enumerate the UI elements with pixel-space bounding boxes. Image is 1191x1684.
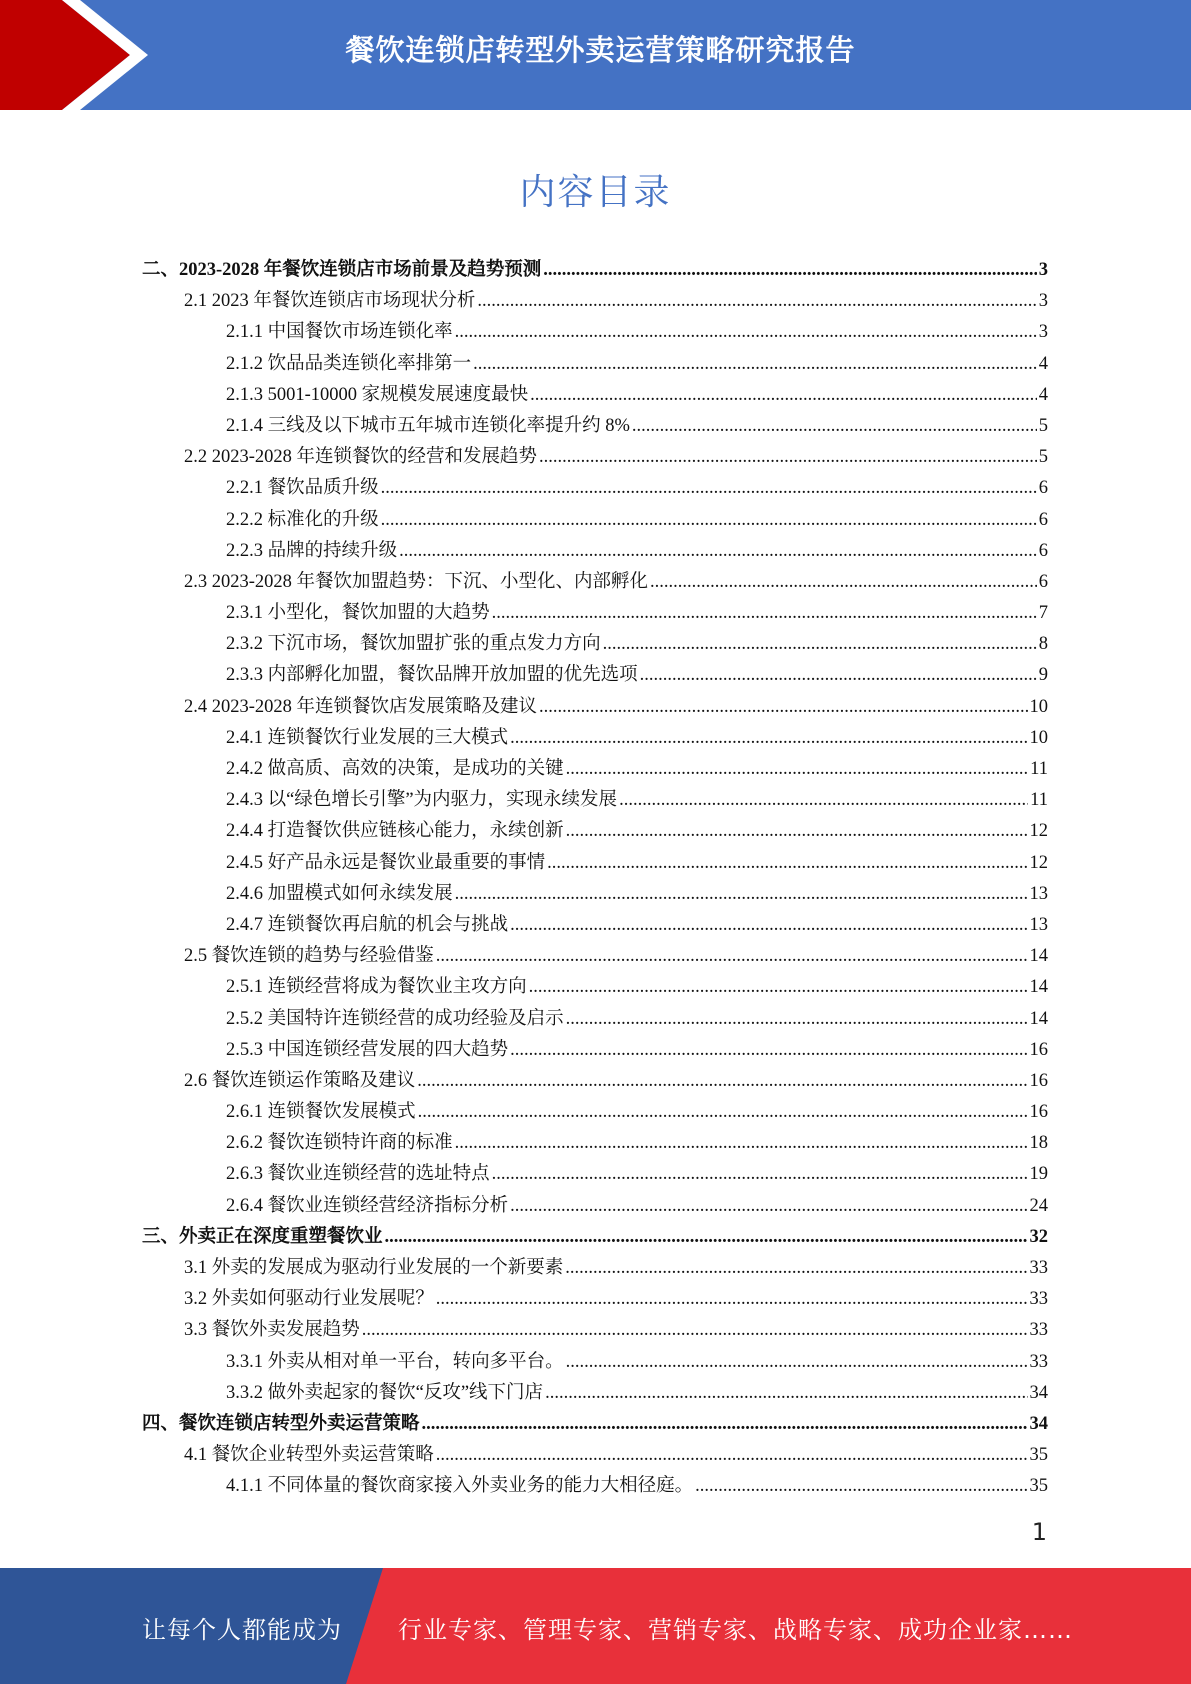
toc-entry-page: 16 [1029, 1102, 1048, 1123]
toc-entry[interactable] [142, 536, 1048, 567]
toc-entry[interactable] [142, 380, 1048, 411]
toc-entry-title: 2.2.2 标准化的升级 [226, 509, 379, 530]
toc-entry[interactable] [142, 1066, 1048, 1097]
toc-dot-leader [695, 1476, 1027, 1497]
toc-entry-title: 二、2023-2028 年餐饮连锁店市场前景及趋势预测 [142, 260, 542, 280]
toc-dot-leader [566, 759, 1029, 780]
toc-entry-page: 4 [1038, 353, 1048, 374]
toc-entry-title: 4.1 餐饮企业转型外卖运营策略 [184, 1445, 434, 1466]
toc-entry[interactable] [142, 1440, 1048, 1471]
toc-dot-leader [436, 1289, 1028, 1310]
toc-entry-title: 2.5 餐饮连锁的趋势与经验借鉴 [184, 946, 434, 967]
toc-entry-title: 2.6.2 餐饮连锁特许商的标准 [226, 1133, 453, 1154]
toc-entry[interactable] [142, 785, 1048, 816]
toc-dot-leader [650, 572, 1037, 593]
toc-entry[interactable] [142, 505, 1048, 536]
toc-entry-page: 7 [1038, 603, 1048, 624]
toc-entry-page: 33 [1029, 1258, 1048, 1278]
toc-dot-leader [543, 260, 1036, 281]
toc-dot-leader [539, 447, 1037, 468]
toc-entry[interactable] [142, 1378, 1048, 1409]
toc-entry-page: 34 [1029, 1413, 1048, 1434]
toc-dot-leader [417, 1071, 1027, 1092]
toc-entry-title: 2.5.3 中国连锁经营发展的四大趋势 [226, 1039, 509, 1060]
toc-entry-page: 6 [1038, 478, 1048, 499]
toc-entry[interactable] [142, 1315, 1048, 1346]
toc-entry-page: 32 [1029, 1226, 1048, 1247]
toc-entry[interactable] [142, 1222, 1048, 1253]
toc-entry-title: 2.6.3 餐饮业连锁经营的选址特点 [226, 1164, 490, 1185]
toc-entry-title: 2.3 2023-2028 年餐饮加盟趋势：下沉、小型化、内部孵化 [184, 571, 649, 592]
toc-entry-page: 6 [1038, 571, 1048, 592]
toc-entry-title: 2.1.1 中国餐饮市场连锁化率 [226, 322, 453, 343]
toc-entry-title: 2.4 2023-2028 年连锁餐饮店发展策略及建议 [184, 696, 538, 717]
toc-entry-page: 14 [1029, 977, 1048, 998]
toc-entry-page: 6 [1038, 540, 1048, 561]
toc-entry-page: 33 [1029, 1289, 1048, 1310]
toc-entry-page: 35 [1029, 1476, 1048, 1497]
toc-entry-title: 2.3.3 内部孵化加盟，餐饮品牌开放加盟的优先选项 [226, 665, 638, 686]
toc-dot-leader [632, 416, 1037, 437]
toc-dot-leader [477, 291, 1036, 312]
toc-dot-leader [455, 322, 1037, 343]
toc-dot-leader [529, 977, 1028, 998]
toc-entry[interactable] [142, 972, 1048, 1003]
toc-dot-leader [492, 1164, 1028, 1185]
toc-dot-leader [566, 821, 1028, 842]
toc-entry[interactable] [142, 1253, 1048, 1284]
toc-entry[interactable] [142, 349, 1048, 380]
toc-entry[interactable] [142, 692, 1048, 723]
toc-entry-page: 3 [1038, 260, 1048, 280]
page-header [0, 0, 1191, 110]
toc-dot-leader [510, 1040, 1027, 1061]
toc-entry-title: 2.5.1 连锁经营将成为餐饮业主攻方向 [226, 977, 527, 998]
toc-entry-title: 三、外卖正在深度重塑餐饮业 [142, 1226, 383, 1247]
toc-entry-page: 8 [1038, 634, 1048, 655]
toc-entry[interactable] [142, 910, 1048, 941]
toc-entry-title: 3.1 外卖的发展成为驱动行业发展的一个新要素 [184, 1258, 564, 1278]
toc-dot-leader [381, 478, 1037, 499]
toc-dot-leader [539, 697, 1027, 718]
toc-entry-page: 4 [1038, 384, 1048, 405]
toc-entry-title: 3.3.2 做外卖起家的餐饮“反攻”线下门店 [226, 1382, 544, 1403]
footer-slogan-right: 行业专家、管理专家、营销专家、战略专家、成功企业家…… [398, 1616, 1073, 1644]
toc-entry[interactable] [142, 879, 1048, 910]
toc-entry[interactable] [142, 1097, 1048, 1128]
toc-entry[interactable] [142, 1004, 1048, 1035]
toc-entry-page: 6 [1038, 509, 1048, 530]
toc-entry[interactable] [142, 660, 1048, 691]
toc-entry-title: 2.4.7 连锁餐饮再启航的机会与挑战 [226, 914, 509, 935]
toc-entry-title: 2.3.1 小型化，餐饮加盟的大趋势 [226, 603, 490, 624]
toc-dot-leader [492, 603, 1037, 624]
toc-entry-title: 2.2.1 餐饮品质升级 [226, 478, 379, 499]
toc-entry[interactable] [142, 1409, 1048, 1440]
toc-dot-leader [619, 790, 1028, 811]
toc-entry-title: 2.4.3 以“绿色增长引擎”为内驱力，实现永续发展 [226, 790, 618, 811]
toc-entry[interactable] [142, 1471, 1048, 1502]
toc-entry-title: 2.5.2 美国特许连锁经营的成功经验及启示 [226, 1008, 564, 1029]
toc-entry-title: 2.6.1 连锁餐饮发展模式 [226, 1102, 416, 1123]
toc-entry[interactable] [142, 1191, 1048, 1222]
toc-dot-leader [436, 1445, 1028, 1466]
toc-dot-leader [455, 1133, 1028, 1154]
toc-dot-leader [547, 853, 1027, 874]
toc-entry-page: 16 [1029, 1070, 1048, 1091]
toc-entry[interactable] [142, 1347, 1048, 1378]
toc-entry[interactable] [142, 629, 1048, 660]
toc-entry-title: 2.2.3 品牌的持续升级 [226, 540, 398, 561]
toc-dot-leader [510, 1196, 1027, 1217]
toc-entry-page: 12 [1029, 852, 1048, 873]
toc-dot-leader [603, 634, 1037, 655]
toc-entry-page: 5 [1038, 447, 1048, 468]
toc-entry-page: 10 [1029, 727, 1048, 748]
toc-entry[interactable] [142, 286, 1048, 317]
toc-entry[interactable] [142, 598, 1048, 629]
toc-entry[interactable] [142, 941, 1048, 972]
toc-entry[interactable] [142, 754, 1048, 785]
toc-entry-page: 11 [1030, 759, 1048, 779]
toc-entry[interactable] [142, 1128, 1048, 1159]
toc-entry-page: 13 [1029, 914, 1048, 935]
toc-entry[interactable] [142, 411, 1048, 442]
toc-entry-page: 13 [1029, 883, 1048, 904]
toc-entry-title: 2.6.4 餐饮业连锁经营经济指标分析 [226, 1195, 509, 1216]
toc-entry-page: 19 [1029, 1164, 1048, 1185]
toc-entry-title: 3.3.1 外卖从相对单一平台，转向多平台。 [226, 1351, 564, 1372]
toc-dot-leader [399, 541, 1037, 562]
toc-entry[interactable] [142, 723, 1048, 754]
toc-entry[interactable] [142, 848, 1048, 879]
toc-dot-leader [566, 1352, 1028, 1373]
toc-entry-title: 2.4.5 好产品永远是餐饮业最重要的事情 [226, 852, 546, 873]
toc-entry-page: 34 [1029, 1382, 1048, 1403]
toc-dot-leader [436, 946, 1028, 967]
toc-entry-page: 3 [1038, 322, 1048, 343]
toc-entry-page: 33 [1029, 1351, 1048, 1372]
toc-entry-title: 2.1.2 饮品品类连锁化率排第一 [226, 353, 472, 374]
toc-entry-title: 2.4.6 加盟模式如何永续发展 [226, 883, 453, 904]
toc-dot-leader [362, 1320, 1028, 1341]
toc-entry-title: 2.3.2 下沉市场，餐饮加盟扩张的重点发力方向 [226, 634, 601, 655]
toc-entry-page: 16 [1029, 1039, 1048, 1060]
toc-entry-page: 35 [1029, 1445, 1048, 1466]
page-number: 1 [1031, 1518, 1047, 1546]
toc-entry-page: 33 [1029, 1320, 1048, 1341]
toc-entry-title: 2.4.2 做高质、高效的决策，是成功的关键 [226, 759, 564, 779]
toc-entry[interactable] [142, 1159, 1048, 1190]
toc-dot-leader [530, 385, 1037, 406]
toc-entry-title: 2.4.4 打造餐饮供应链核心能力，永续创新 [226, 821, 564, 842]
toc-entry[interactable] [142, 1035, 1048, 1066]
toc-dot-leader [510, 915, 1027, 936]
toc-entry-title: 2.6 餐饮连锁运作策略及建议 [184, 1070, 416, 1091]
toc-entry-page: 14 [1029, 946, 1048, 967]
toc-entry[interactable] [142, 1284, 1048, 1315]
toc-entry-title: 2.1.3 5001-10000 家规模发展速度最快 [226, 384, 529, 405]
toc-entry-title: 2.1 2023 年餐饮连锁店市场现状分析 [184, 291, 476, 312]
toc-dot-leader [422, 1414, 1028, 1435]
toc-entry[interactable] [142, 816, 1048, 847]
toc-entry[interactable] [142, 255, 1048, 286]
toc-entry-title: 四、餐饮连锁店转型外卖运营策略 [142, 1413, 420, 1434]
toc-dot-leader [473, 354, 1037, 375]
toc-entry[interactable] [142, 442, 1048, 473]
toc-entry-page: 14 [1029, 1008, 1048, 1029]
footer-slogan-left: 让每个人都能成为 [142, 1616, 342, 1644]
toc-entry[interactable] [142, 567, 1048, 598]
toc-entry[interactable] [142, 317, 1048, 348]
table-of-contents [142, 255, 1048, 1503]
report-title: 餐饮连锁店转型外卖运营策略研究报告 [345, 33, 856, 67]
toc-entry-page: 5 [1038, 415, 1048, 436]
toc-heading: 内容目录 [519, 172, 672, 213]
toc-entry-page: 9 [1038, 665, 1048, 686]
toc-dot-leader [566, 1009, 1028, 1030]
toc-entry-page: 3 [1038, 291, 1048, 312]
toc-dot-leader [510, 728, 1027, 749]
toc-dot-leader [385, 1227, 1028, 1248]
toc-entry-page: 10 [1029, 696, 1048, 717]
toc-entry-title: 2.4.1 连锁餐饮行业发展的三大模式 [226, 727, 509, 748]
toc-dot-leader [381, 510, 1037, 531]
toc-dot-leader [545, 1383, 1027, 1404]
toc-entry-page: 12 [1029, 821, 1048, 842]
toc-entry-title: 3.2 外卖如何驱动行业发展呢？ [184, 1289, 434, 1310]
toc-entry[interactable] [142, 473, 1048, 504]
toc-entry-page: 18 [1029, 1133, 1048, 1154]
toc-dot-leader [565, 1258, 1027, 1279]
toc-dot-leader [418, 1102, 1028, 1123]
toc-entry-title: 2.1.4 三线及以下城市五年城市连锁化率提升约 8% [226, 415, 630, 436]
toc-dot-leader [640, 665, 1037, 686]
toc-dot-leader [455, 884, 1028, 905]
toc-entry-page: 24 [1029, 1195, 1048, 1216]
toc-entry-page: 11 [1030, 790, 1048, 811]
toc-entry-title: 3.3 餐饮外卖发展趋势 [184, 1320, 360, 1341]
toc-entry-title: 2.2 2023-2028 年连锁餐饮的经营和发展趋势 [184, 447, 538, 468]
toc-entry-title: 4.1.1 不同体量的餐饮商家接入外卖业务的能力大相径庭。 [226, 1476, 694, 1497]
